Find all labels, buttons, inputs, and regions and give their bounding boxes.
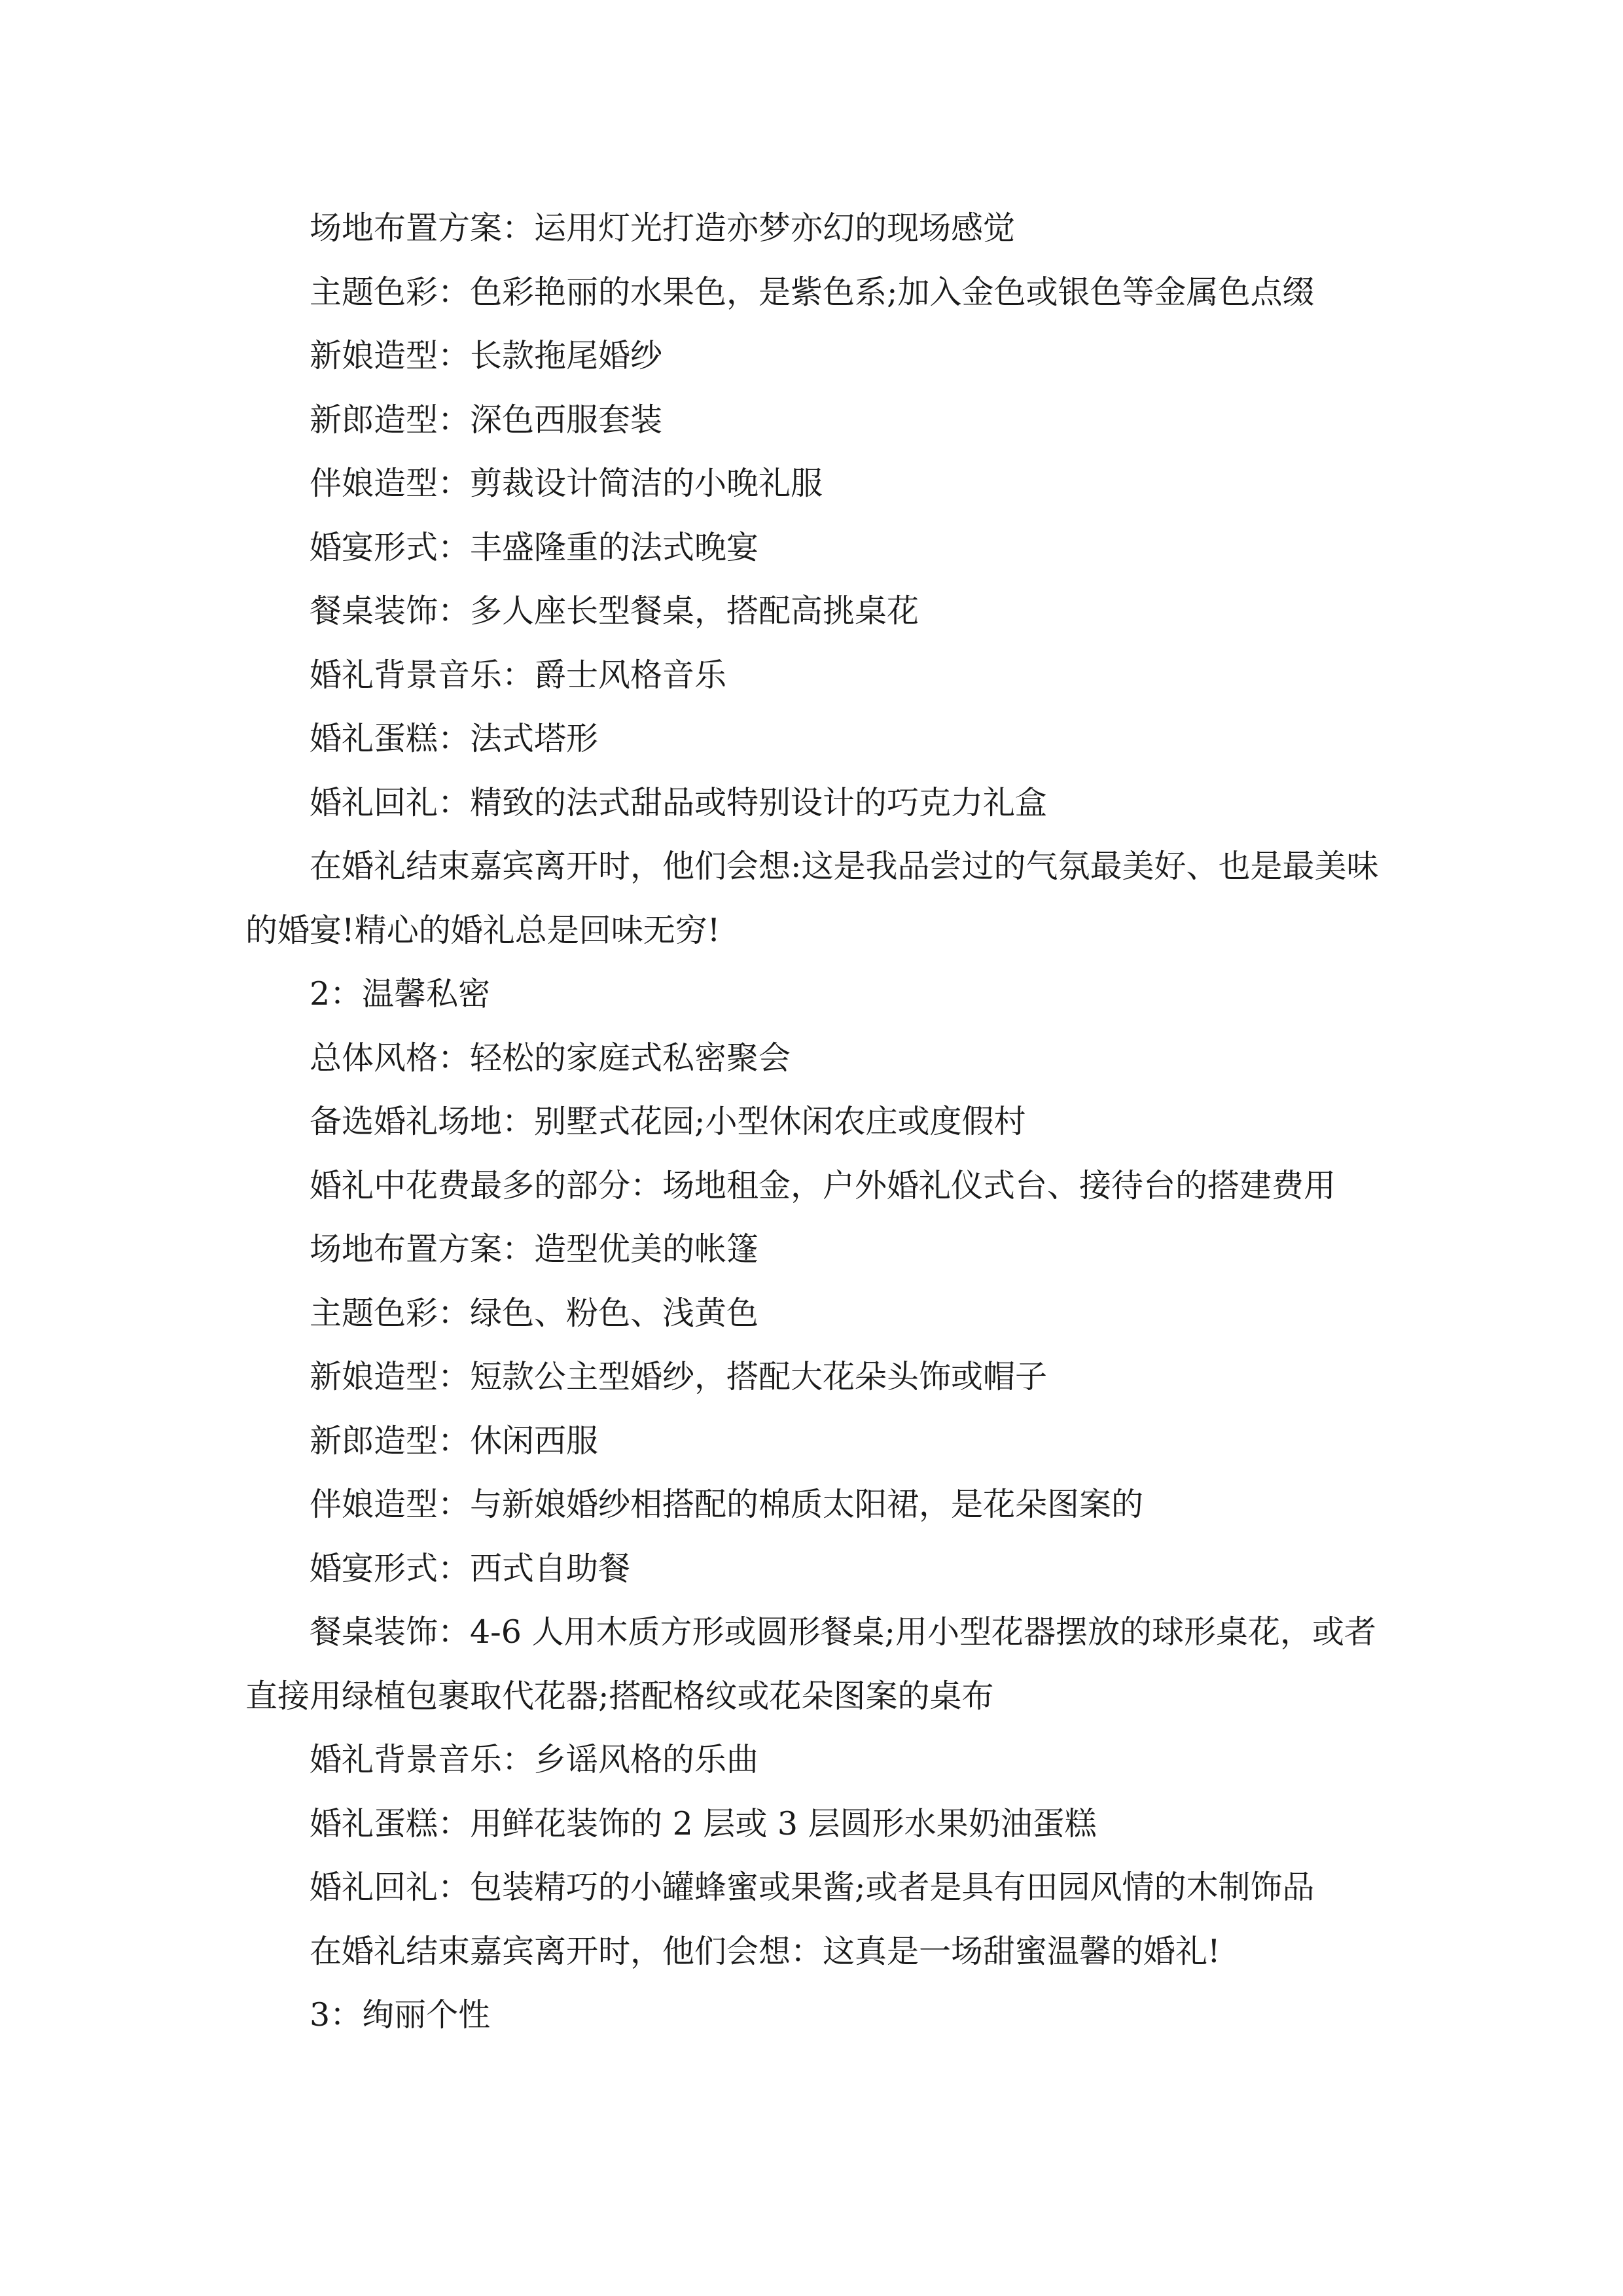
paragraph: 婚礼回礼：包装精巧的小罐蜂蜜或果酱;或者是具有田园风情的木制饰品	[310, 1869, 1315, 1906]
paragraph: 在婚礼结束嘉宾离开时，他们会想:这是我品尝过的气氛最美好、也是最美味的婚宴!精心的婚礼总是回味无穷!	[245, 848, 1379, 949]
section-heading: 3：绚丽个性	[310, 1996, 491, 2034]
paragraph: 婚礼蛋糕：用鲜花装饰的 2 层或 3 层圆形水果奶油蛋糕	[310, 1804, 1097, 1842]
paragraph: 婚礼背景音乐：爵士风格音乐	[310, 656, 727, 694]
paragraph: 婚礼蛋糕：法式塔形	[310, 720, 599, 757]
paragraph: 伴娘造型：与新娘婚纱相搭配的棉质太阳裙，是花朵图案的	[310, 1486, 1144, 1523]
paragraph: 新娘造型：长款拖尾婚纱	[310, 337, 663, 374]
section-heading: 2：温馨私密	[310, 975, 491, 1013]
paragraph: 婚礼中花费最多的部分：场地租金，户外婚礼仪式台、接待台的搭建费用	[310, 1166, 1336, 1204]
paragraph: 餐桌装饰：4-6 人用木质方形或圆形餐桌;用小型花器摆放的球形桌花，或者直接用绿植包裹取代花器;搭配格纹或花朵图案的桌布	[245, 1613, 1376, 1715]
paragraph: 主题色彩：色彩艳丽的水果色，是紫色系;加入金色或银色等金属色点缀	[310, 273, 1315, 311]
paragraph: 婚宴形式：丰盛隆重的法式晚宴	[310, 528, 759, 566]
paragraph: 新郎造型：休闲西服	[310, 1422, 599, 1460]
paragraph: 场地布置方案：运用灯光打造亦梦亦幻的现场感觉	[310, 209, 1016, 247]
paragraph: 总体风格：轻松的家庭式私密聚会	[310, 1039, 791, 1077]
paragraph: 餐桌装饰：多人座长型餐桌，搭配高挑桌花	[310, 592, 919, 630]
paragraph: 新娘造型：短款公主型婚纱，搭配大花朵头饰或帽子	[310, 1358, 1048, 1395]
paragraph: 场地布置方案：造型优美的帐篷	[310, 1230, 759, 1268]
paragraph: 婚礼背景音乐：乡谣风格的乐曲	[310, 1741, 759, 1778]
document-body	[245, 196, 1391, 2047]
paragraph: 新郎造型：深色西服套装	[310, 401, 663, 439]
paragraph: 伴娘造型：剪裁设计简洁的小晚礼服	[310, 465, 823, 502]
paragraph: 在婚礼结束嘉宾离开时，他们会想：这真是一场甜蜜温馨的婚礼!	[310, 1932, 1221, 1970]
paragraph: 备选婚礼场地：别墅式花园;小型休闲农庄或度假村	[310, 1103, 1026, 1140]
paragraph: 主题色彩：绿色、粉色、浅黄色	[310, 1294, 759, 1332]
paragraph: 婚礼回礼：精致的法式甜品或特别设计的巧克力礼盒	[310, 783, 1048, 821]
paragraph: 婚宴形式：西式自助餐	[310, 1549, 631, 1587]
